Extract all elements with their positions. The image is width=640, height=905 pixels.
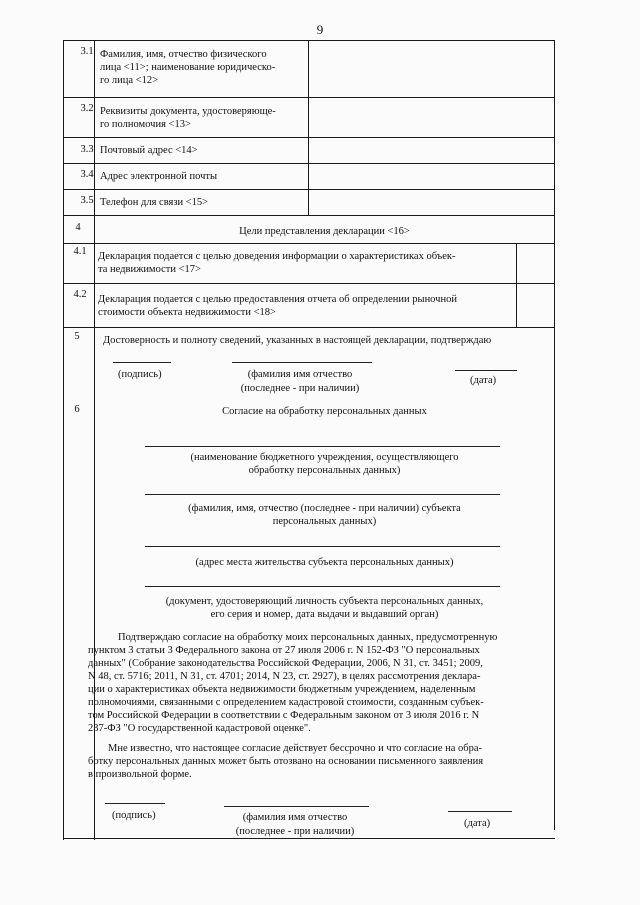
row-label-line: го полномочия <13> — [100, 119, 191, 130]
row-label-line: го лица <12> — [100, 75, 159, 86]
row-label: Почтовый адрес <14> — [100, 145, 198, 156]
row-label-line: Декларация подается с целью доведения информации о характеристиках объек- — [98, 251, 456, 262]
fio-caption-2: (последнее - при наличии) — [235, 826, 355, 837]
row-number: 4 — [75, 222, 81, 233]
row-number: 4.2 — [73, 289, 87, 300]
signature-caption: (подпись) — [118, 369, 162, 380]
row-number: 5 — [74, 331, 80, 342]
date-caption: (дата) — [470, 375, 497, 386]
subject-caption: (фамилия, имя, отчество (последнее - при наличии) субъекта — [188, 503, 461, 514]
fio-caption-2: (последнее - при наличии) — [240, 383, 360, 394]
row-label: Телефон для связи <15> — [100, 197, 209, 208]
consent-heading: Согласие на обработку персональных данных — [222, 406, 427, 417]
document-caption: (документ, удостоверяющий личность субъекта персональных данных, — [165, 596, 484, 607]
row-number: 3.1 — [80, 46, 94, 57]
subject-caption-2: персональных данных) — [272, 516, 377, 527]
document-caption-2: его серия и номер, дата выдачи и выдавший орган) — [210, 609, 439, 620]
row-label: Адрес электронной почты — [100, 171, 218, 182]
fio-caption: (фамилия имя отчество — [242, 812, 348, 823]
row-number: 6 — [74, 404, 80, 415]
institution-caption: (наименование бюджетного учреждения, осуществляющего — [190, 452, 459, 463]
row-label-line: Фамилия, имя, отчество физического — [100, 49, 267, 60]
row-label-line: стоимости объекта недвижимости <18> — [98, 307, 276, 318]
row-label-line: Реквизиты документа, удостоверяюще- — [100, 106, 276, 117]
row-label-line: та недвижимости <17> — [98, 264, 201, 275]
page-number: 9 — [316, 22, 324, 37]
row-number: 3.2 — [80, 103, 94, 114]
row-label: Достоверность и полноту сведений, указанных в настоящей декларации, подтверждаю — [103, 335, 492, 346]
row-label-line: лица <11>; наименование юридическо- — [100, 62, 276, 73]
institution-caption-2: обработку персональных данных) — [248, 465, 401, 476]
signature-caption: (подпись) — [112, 810, 156, 821]
row-number: 3.4 — [80, 169, 94, 180]
row-number: 3.3 — [80, 144, 94, 155]
row-number: 3.5 — [80, 195, 94, 206]
section-heading: Цели представления декларации <16> — [239, 226, 410, 237]
fio-caption: (фамилия имя отчество — [247, 369, 353, 380]
row-number: 4.1 — [73, 246, 87, 257]
row-label-line: Декларация подается с целью предоставления отчета об определении рыночной — [98, 294, 457, 305]
address-caption: (адрес места жительства субъекта персональных данных) — [195, 557, 454, 568]
date-caption: (дата) — [464, 818, 491, 829]
